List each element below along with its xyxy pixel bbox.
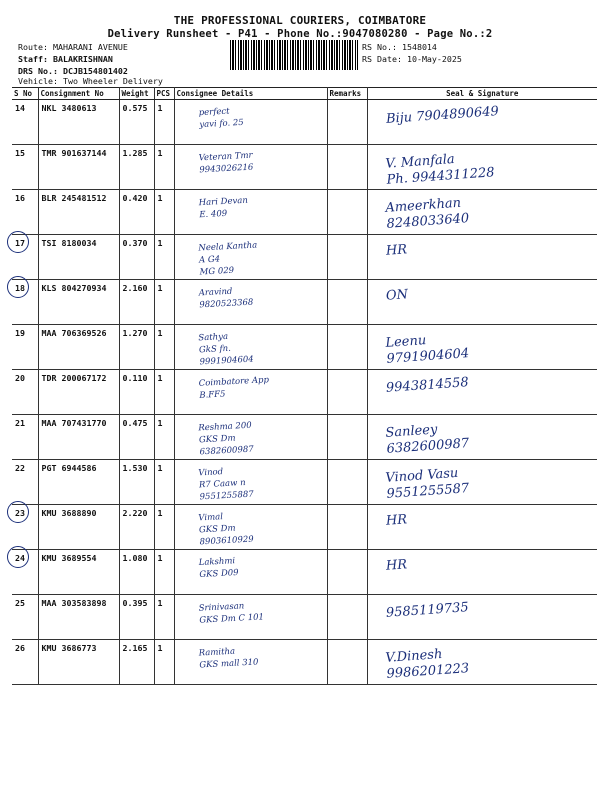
handwritten-signature: 9943814558 (385, 375, 469, 396)
circled-serial-mark (7, 501, 29, 523)
consignment-number: TDR 200067172 (38, 370, 119, 415)
handwritten-consignee: perfect yavi fo. 25 (197, 106, 244, 131)
weight-value: 1.285 (119, 145, 154, 190)
consignment-number: NKL 3480613 (38, 100, 119, 145)
handwritten-signature: Sanleey 6382600987 (384, 422, 470, 457)
handwritten-signature: Vinod Vasu 9551255587 (384, 465, 470, 502)
pieces-count: 1 (154, 190, 174, 235)
handwritten-consignee: Veteran Tmr 9943026216 (197, 150, 254, 176)
consignment-number: MAA 303583898 (38, 595, 119, 640)
remarks-cell (327, 460, 367, 505)
signature-cell (367, 640, 597, 685)
serial-number: 26 (12, 640, 38, 685)
handwritten-signature: Biju 7904890649 (385, 104, 499, 127)
pieces-count: 1 (154, 145, 174, 190)
remarks-cell (327, 190, 367, 235)
handwritten-consignee: Sathya GkS fn. 9991904604 (197, 331, 254, 368)
handwritten-consignee: Aravind 9820523368 (197, 286, 254, 311)
handwritten-signature: Leenu 9791904604 (384, 333, 470, 367)
remarks-cell (327, 235, 367, 280)
barcode-image (230, 40, 358, 70)
signature-cell (367, 145, 597, 190)
consignment-number: BLR 245481512 (38, 190, 119, 235)
signature-cell (367, 190, 597, 235)
remarks-cell (327, 100, 367, 145)
serial-number: 14 (12, 100, 38, 145)
serial-number: 18 (12, 280, 38, 325)
serial-number: 16 (12, 190, 38, 235)
signature-cell (367, 370, 597, 415)
consignment-number: KMU 3688890 (38, 505, 119, 550)
remarks-cell (327, 370, 367, 415)
table-row (12, 595, 597, 640)
signature-cell (367, 325, 597, 370)
signature-cell (367, 505, 597, 550)
pieces-count: 1 (154, 325, 174, 370)
consignee-details-cell (174, 280, 327, 325)
serial-number: 21 (12, 415, 38, 460)
signature-cell (367, 415, 597, 460)
table-row (12, 100, 597, 145)
handwritten-consignee: Ramitha GKS mall 310 (197, 646, 259, 671)
consignment-table (12, 87, 597, 685)
handwritten-consignee: Vinod R7 Caaw n 9551255887 (197, 467, 254, 503)
table-row (12, 325, 597, 370)
signature-cell (367, 100, 597, 145)
col-header-pcs: PCS (154, 88, 174, 100)
serial-number: 15 (12, 145, 38, 190)
drs-number: DRS No.: DCJB154801402 (18, 66, 128, 76)
handwritten-consignee: Vimal GKS Dm 8903610929 (197, 512, 254, 548)
handwritten-consignee: Lakshmi GKS D09 (197, 556, 239, 581)
col-header-consignee: Consignee Details (174, 88, 327, 100)
handwritten-consignee: Coimbatore App B.FF5 (197, 375, 269, 401)
signature-cell (367, 460, 597, 505)
signature-cell (367, 550, 597, 595)
table-row (12, 460, 597, 505)
signature-cell (367, 235, 597, 280)
circled-serial-mark (7, 546, 29, 568)
pieces-count: 1 (154, 550, 174, 595)
weight-value: 2.165 (119, 640, 154, 685)
consignment-number: KMU 3686773 (38, 640, 119, 685)
serial-number: 20 (12, 370, 38, 415)
handwritten-signature: HR (384, 557, 408, 574)
table-row (12, 370, 597, 415)
weight-value: 1.270 (119, 325, 154, 370)
serial-number: 19 (12, 325, 38, 370)
table-row (12, 235, 597, 280)
circled-serial-mark (7, 276, 29, 298)
consignment-number: KMU 3689554 (38, 550, 119, 595)
handwritten-consignee: Srinivasan GKS Dm C 101 (197, 601, 264, 626)
pieces-count: 1 (154, 370, 174, 415)
company-title: THE PROFESSIONAL COURIERS, COIMBATORE (173, 14, 427, 27)
consignee-details-cell (174, 100, 327, 145)
signature-cell (367, 595, 597, 640)
pieces-count: 1 (154, 235, 174, 280)
remarks-cell (327, 415, 367, 460)
col-header-sno: S No (12, 88, 38, 100)
consignee-details-cell (174, 415, 327, 460)
table-row (12, 550, 597, 595)
weight-value: 2.160 (119, 280, 154, 325)
pieces-count: 1 (154, 595, 174, 640)
pieces-count: 1 (154, 640, 174, 685)
weight-value: 0.420 (119, 190, 154, 235)
serial-number: 25 (12, 595, 38, 640)
weight-value: 1.080 (119, 550, 154, 595)
pieces-count: 1 (154, 100, 174, 145)
table-row (12, 145, 597, 190)
handwritten-consignee: Hari Devan E. 409 (197, 195, 248, 221)
handwritten-signature: V. Manfala Ph. 9944311228 (384, 151, 495, 188)
consignee-details-cell (174, 235, 327, 280)
handwritten-signature: 9585119735 (385, 600, 469, 621)
col-header-signature: Seal & Signature (367, 88, 597, 100)
circled-serial-mark (7, 231, 29, 253)
consignee-details-cell (174, 640, 327, 685)
vehicle-label: Vehicle: Two Wheeler Delivery (18, 76, 163, 86)
consignment-number: TMR 901637144 (38, 145, 119, 190)
rs-number: RS No.: 1548014 (362, 42, 437, 52)
table-row (12, 280, 597, 325)
consignment-number: MAA 707431770 (38, 415, 119, 460)
handwritten-consignee: Reshma 200 GKS Dm 6382600987 (197, 420, 254, 458)
consignment-number: MAA 706369526 (38, 325, 119, 370)
handwritten-signature: ON (384, 287, 409, 304)
consignee-details-cell (174, 145, 327, 190)
remarks-cell (327, 550, 367, 595)
consignee-details-cell (174, 325, 327, 370)
remarks-cell (327, 145, 367, 190)
pieces-count: 1 (154, 280, 174, 325)
remarks-cell (327, 325, 367, 370)
handwritten-consignee: Neela Kantha A G4 MG 029 (197, 240, 257, 278)
col-header-weight: Weight (119, 88, 154, 100)
weight-value: 0.395 (119, 595, 154, 640)
staff-label: Staff: BALAKRISHNAN (18, 54, 113, 64)
remarks-cell (327, 280, 367, 325)
signature-cell (367, 280, 597, 325)
route-label: Route: MAHARANI AVENUE (18, 42, 128, 52)
weight-value: 0.110 (119, 370, 154, 415)
serial-number: 17 (12, 235, 38, 280)
handwritten-signature: HR (384, 512, 408, 529)
handwritten-signature: Ameerkhan 8248033640 (384, 195, 470, 232)
weight-value: 1.530 (119, 460, 154, 505)
consignment-number: KLS 804270934 (38, 280, 119, 325)
consignee-details-cell (174, 190, 327, 235)
handwritten-signature: V.Dinesh 9986201223 (384, 646, 470, 682)
table-row (12, 640, 597, 685)
consignee-details-cell (174, 505, 327, 550)
consignment-number: TSI 8180034 (38, 235, 119, 280)
handwritten-signature: HR (384, 242, 408, 259)
table-row (12, 190, 597, 235)
serial-number: 24 (12, 550, 38, 595)
weight-value: 0.475 (119, 415, 154, 460)
remarks-cell (327, 640, 367, 685)
weight-value: 0.575 (119, 100, 154, 145)
weight-value: 0.370 (119, 235, 154, 280)
pieces-count: 1 (154, 415, 174, 460)
consignee-details-cell (174, 550, 327, 595)
consignee-details-cell (174, 460, 327, 505)
col-header-remarks: Remarks (327, 88, 367, 100)
remarks-cell (327, 595, 367, 640)
runsheet-subtitle: Delivery Runsheet - P41 - Phone No.:9047080280 - Page No.:2 (107, 28, 493, 40)
serial-number: 23 (12, 505, 38, 550)
consignee-details-cell (174, 370, 327, 415)
rs-date: RS Date: 10-May-2025 (362, 54, 462, 64)
consignment-number: PGT 6944586 (38, 460, 119, 505)
weight-value: 2.220 (119, 505, 154, 550)
table-row (12, 505, 597, 550)
pieces-count: 1 (154, 505, 174, 550)
consignee-details-cell (174, 595, 327, 640)
serial-number: 22 (12, 460, 38, 505)
remarks-cell (327, 505, 367, 550)
table-header-row (12, 88, 597, 100)
col-header-consignment: Consignment No (38, 88, 119, 100)
pieces-count: 1 (154, 460, 174, 505)
table-row (12, 415, 597, 460)
